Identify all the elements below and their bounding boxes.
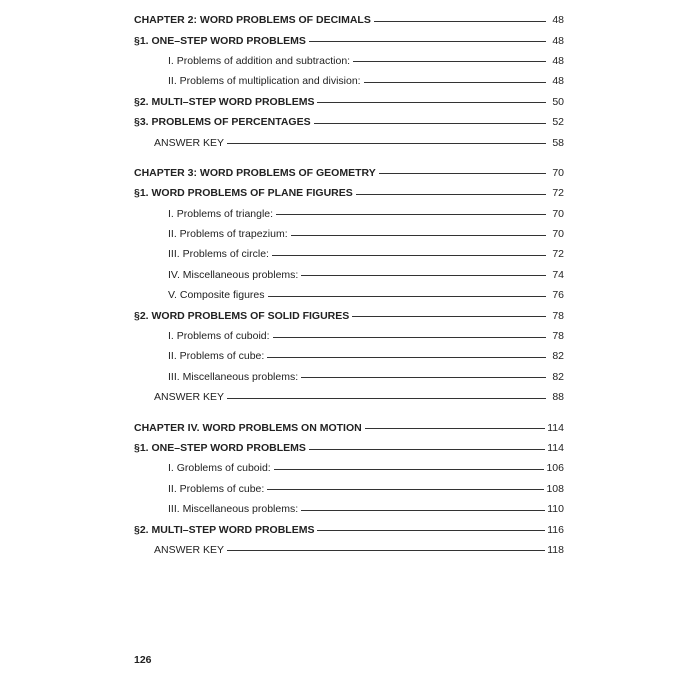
- toc-entry-page: 72: [552, 248, 564, 261]
- dot-leader: [274, 469, 545, 470]
- toc-entry-label: §1. ONE–STEP WORD PROBLEMS: [134, 34, 306, 47]
- toc-entry-page: 48: [552, 54, 564, 67]
- toc-entry-label: II. Problems of multiplication and division:: [168, 75, 361, 88]
- dot-leader: [309, 449, 545, 450]
- toc-entry-sub[interactable]: [134, 244, 564, 264]
- toc-entry-page: 76: [552, 289, 564, 302]
- toc-entry-page: 110: [547, 503, 564, 516]
- dot-leader: [227, 398, 546, 399]
- dot-leader: [227, 143, 546, 144]
- toc-entry-page: 108: [546, 482, 564, 495]
- toc-entry-page: 70: [552, 207, 564, 220]
- toc-entry-page: 106: [546, 462, 564, 475]
- toc-entry-page: 74: [552, 268, 564, 281]
- toc-entry-sub[interactable]: [134, 458, 564, 478]
- toc-entry-sub[interactable]: [134, 285, 564, 305]
- toc-entry-label: II. Problems of cube:: [168, 350, 265, 363]
- toc-entry-label: I. Problems of cuboid:: [168, 330, 270, 343]
- toc-entry-label: ANSWER KEY: [154, 543, 225, 556]
- toc-entry-sub[interactable]: [134, 326, 564, 346]
- toc-entry-sub[interactable]: [134, 367, 564, 387]
- toc-entry-section[interactable]: [134, 519, 564, 539]
- toc-entry-page: 50: [552, 95, 564, 108]
- toc-entry-chapter[interactable]: [134, 10, 564, 30]
- toc-entry-sub[interactable]: [134, 265, 564, 285]
- toc-entry-label: CHAPTER 2: WORD PROBLEMS OF DECIMALS: [134, 14, 371, 27]
- toc-entry-page: 48: [552, 75, 564, 88]
- block-gap: [134, 407, 564, 417]
- toc-entry-page: 70: [552, 166, 564, 179]
- dot-leader: [364, 82, 546, 83]
- toc-entry-page: 52: [552, 116, 564, 129]
- toc-entry-label: I. Groblems of cuboid:: [168, 462, 271, 475]
- toc-entry-sub[interactable]: [134, 499, 564, 519]
- dot-leader: [374, 21, 546, 22]
- toc-entry-sub[interactable]: [134, 204, 564, 224]
- dot-leader: [227, 550, 545, 551]
- toc-entry-page: 72: [552, 187, 564, 200]
- toc-entry-label: III. Miscellaneous problems:: [168, 503, 299, 516]
- toc-entry-label: §2. WORD PROBLEMS OF SOLID FIGURES: [134, 309, 350, 322]
- toc-entry-page: 114: [547, 442, 564, 454]
- dot-leader: [352, 316, 546, 317]
- toc-entry-sub[interactable]: [134, 224, 564, 244]
- toc-entry-label: III. Problems of circle:: [168, 248, 269, 261]
- toc-entry-page: 118: [547, 543, 564, 556]
- dot-leader: [365, 428, 546, 429]
- toc-entry-key[interactable]: [134, 387, 564, 407]
- toc-entry-page: 82: [552, 350, 564, 363]
- toc-entry-page: 78: [552, 330, 564, 343]
- dot-leader: [272, 255, 546, 256]
- toc-entry-key[interactable]: [134, 132, 564, 152]
- toc-entry-label: V. Composite figures: [168, 289, 265, 302]
- toc-entry-label: I. Problems of triangle:: [168, 207, 274, 220]
- toc-entry-sub[interactable]: [134, 71, 564, 91]
- toc-entry-section[interactable]: [134, 305, 564, 325]
- toc-entry-sub[interactable]: [134, 346, 564, 366]
- toc-entry-section[interactable]: [134, 92, 564, 112]
- toc-entry-label: §1. WORD PROBLEMS OF PLANE FIGURES: [134, 187, 353, 200]
- toc-entry-page: 116: [547, 523, 564, 536]
- toc-entry-label: ANSWER KEY: [154, 391, 225, 404]
- toc-entry-label: CHAPTER IV. WORD PROBLEMS ON MOTION: [134, 421, 362, 434]
- toc-entry-page: 48: [552, 14, 564, 27]
- toc-entry-page: 78: [552, 309, 564, 322]
- toc-entry-sub[interactable]: [134, 51, 564, 71]
- dot-leader: [301, 275, 546, 276]
- toc-entry-page: 70: [552, 228, 564, 241]
- toc-entry-label: II. Problems of cube:: [168, 482, 265, 495]
- toc-entry-page: 114: [547, 421, 564, 434]
- dot-leader: [353, 61, 546, 62]
- toc-entry-chapter[interactable]: [134, 417, 564, 437]
- toc-entry-label: III. Miscellaneous problems:: [168, 370, 299, 383]
- dot-leader: [317, 102, 546, 103]
- toc-entry-label: §3. PROBLEMS OF PERCENTAGES: [134, 116, 311, 129]
- dot-leader: [317, 530, 545, 531]
- dot-leader: [379, 173, 546, 174]
- dot-leader: [268, 296, 547, 297]
- toc-entry-page: 88: [552, 391, 564, 404]
- toc-entry-key[interactable]: [134, 540, 564, 560]
- toc-entry-page: 58: [552, 136, 564, 149]
- toc-entry-section[interactable]: [134, 30, 564, 50]
- toc-entry-page: 48: [552, 34, 564, 47]
- dot-leader: [309, 41, 546, 42]
- dot-leader: [267, 357, 546, 358]
- block-gap: [134, 153, 564, 163]
- toc-entry-label: IV. Miscellaneous problems:: [168, 268, 299, 281]
- dot-leader: [301, 377, 546, 378]
- page-number: 126: [134, 654, 152, 666]
- table-of-contents: [134, 10, 564, 560]
- dot-leader: [301, 510, 545, 511]
- dot-leader: [276, 214, 546, 215]
- dot-leader: [356, 194, 546, 195]
- toc-entry-label: §1. ONE–STEP WORD PROBLEMS: [134, 442, 306, 454]
- toc-entry-label: §2. MULTI–STEP WORD PROBLEMS: [134, 523, 315, 536]
- toc-entry-page: 82: [552, 370, 564, 383]
- dot-leader: [273, 337, 546, 338]
- toc-entry-label: I. Problems of addition and subtraction:: [168, 54, 351, 67]
- toc-entry-section[interactable]: [134, 183, 564, 203]
- toc-entry-label: §2. MULTI–STEP WORD PROBLEMS: [134, 95, 315, 108]
- toc-entry-label: CHAPTER 3: WORD PROBLEMS OF GEOMETRY: [134, 166, 376, 179]
- toc-entry-sub[interactable]: [134, 479, 564, 499]
- toc-entry-chapter[interactable]: [134, 163, 564, 183]
- toc-entry-label: II. Problems of trapezium:: [168, 228, 288, 241]
- toc-entry-label: ANSWER KEY: [154, 136, 225, 149]
- dot-leader: [267, 489, 544, 490]
- dot-leader: [291, 235, 546, 236]
- toc-entry-section[interactable]: [134, 112, 564, 132]
- toc-entry-section[interactable]: [134, 438, 564, 458]
- dot-leader: [314, 123, 546, 124]
